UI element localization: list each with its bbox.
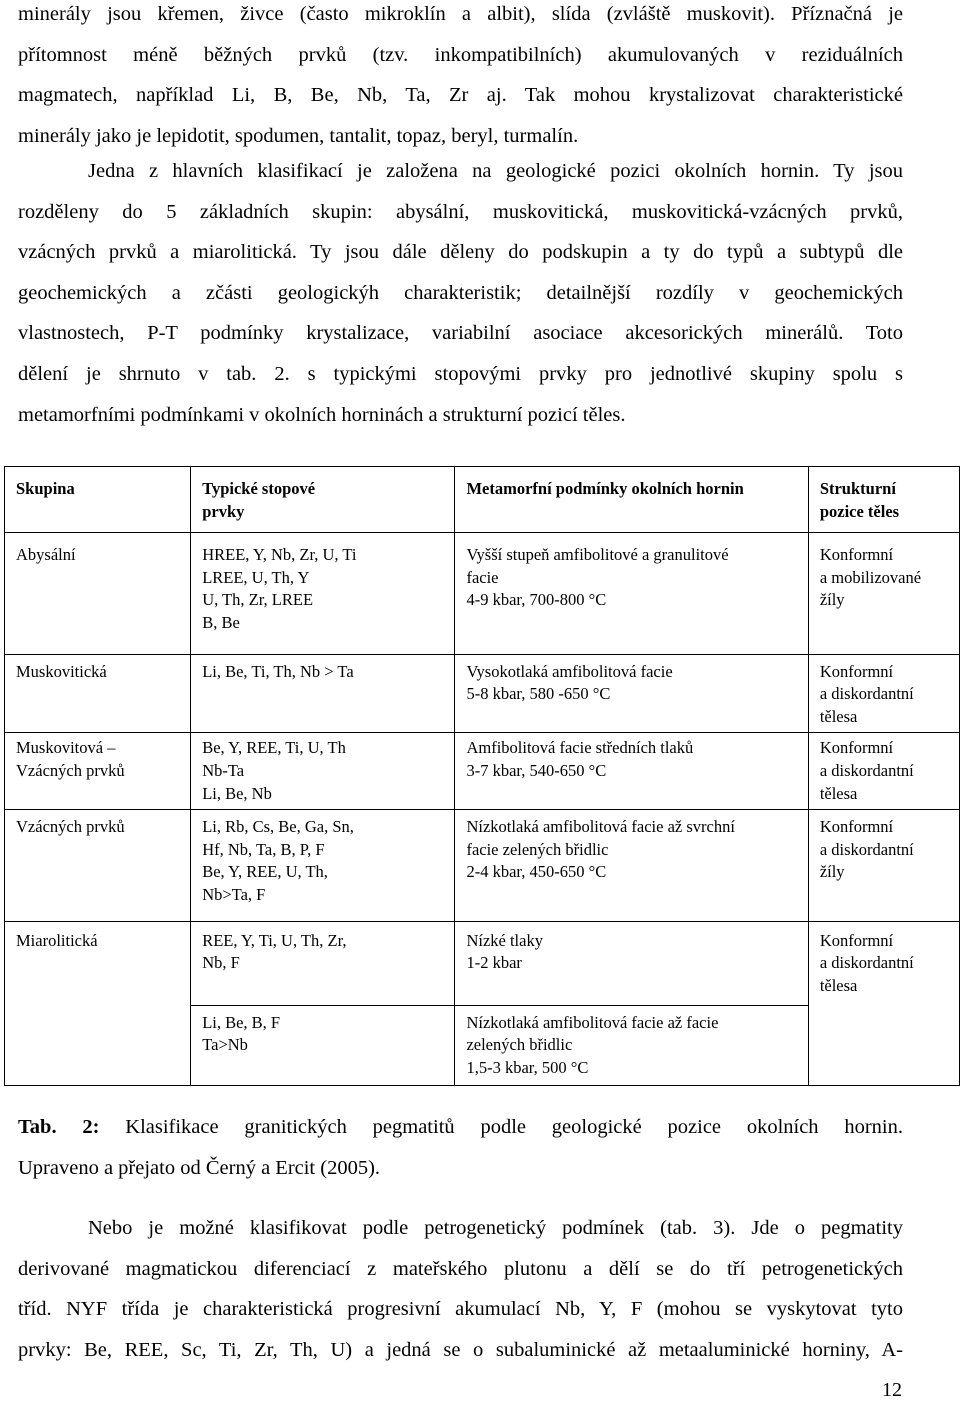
cell-text: žíly: [819, 862, 845, 882]
text-line: Jedna z hlavních klasifikací je založena na geologické pozici okolních hornin. Ty jsou: [88, 160, 903, 182]
text-line: derivované magmatickou diferenciací z mateřského plutonu a dělí se do tří petrogenetických: [18, 1257, 903, 1280]
cell-text: facie zelených břidlic: [466, 839, 609, 859]
cell-text: HREE, Y, Nb, Zr, U, Ti: [202, 545, 357, 565]
cell-text: Li, Rb, Cs, Be, Ga, Sn,: [202, 817, 354, 837]
cell-text: zelených břidlic: [466, 1035, 573, 1055]
cell-text: Nízkotlaká amfibolitová facie až facie: [466, 1012, 719, 1032]
cell-position: [808, 654, 959, 733]
text-line: geochemických a zčásti geologickýh charakteristik; detailnější rozdíly v geochemických: [18, 281, 903, 304]
cell-elements: [191, 533, 455, 654]
cell-text: 2-4 kbar, 450-650 °C: [466, 862, 607, 882]
cell-position: [808, 921, 959, 1086]
cell-conditions: [455, 810, 808, 921]
cell-text: tělesa: [819, 975, 858, 995]
text-line: vzácných prvků a miarolitická. Ty jsou dále děleny do podskupin a ty do typů a subtypů dle: [18, 241, 903, 264]
cell-text: Vzácných prvků: [16, 760, 125, 780]
table-header-row: [5, 467, 960, 533]
text-line: rozděleny do 5 základních skupin: abysální, muskovitická, muskovitická-vzácných prvků,: [18, 200, 903, 223]
cell-text: 5-8 kbar, 580 -650 °C: [466, 684, 611, 704]
header-cell: [455, 467, 808, 533]
paragraph-1: [18, 0, 903, 156]
text-line: dělení je shrnuto v tab. 2. s typickými stopovými prvky pro jednotlivé skupiny spolu s: [18, 362, 903, 385]
header-cell: [5, 467, 191, 533]
text-line: minerály jsou křemen, živce (často mikroklín a albit), slída (zvláště muskovit). Příznačná je: [18, 3, 903, 25]
table-row: [5, 654, 960, 733]
cell-text: Ta>Nb: [202, 1035, 248, 1055]
cell-position: [808, 533, 959, 654]
text-line: metamorfními podmínkami v okolních horninách a strukturní pozicí těles.: [18, 403, 626, 426]
cell-group: [5, 733, 191, 810]
cell-text: Amfibolitová facie středních tlaků: [466, 738, 694, 758]
cell-text: žíly: [819, 590, 845, 610]
cell-text: tělesa: [819, 783, 858, 803]
cell-elements: [191, 654, 455, 733]
cell-text: facie: [466, 567, 499, 587]
text-line: Nebo je možné klasifikovat podle petrogenetický podmínek (tab. 3). Jde o pegmatity: [88, 1217, 903, 1239]
header-elements: Typické stopové: [202, 479, 316, 498]
cell-text: B, Be: [202, 612, 240, 632]
cell-text: a diskordantní: [819, 760, 914, 780]
cell-text: Hf, Nb, Ta, B, P, F: [202, 839, 325, 859]
text-line: minerály jako je lepidotit, spodumen, tantalit, topaz, beryl, turmalín.: [18, 124, 579, 147]
cell-conditions: [455, 654, 808, 733]
cell-conditions: [455, 533, 808, 654]
text-line: přítomnost méně běžných prvků (tzv. inkompatibilních) akumulovaných v reziduálních: [18, 43, 903, 66]
cell-text: Vyšší stupeň amfibolitové a granulitové: [466, 545, 729, 565]
text-line: magmatech, například Li, B, Be, Nb, Ta, Zr aj. Tak mohou krystalizovat charakteristické: [18, 84, 903, 107]
cell-text: Konformní: [819, 738, 894, 758]
cell-text: Nízké tlaky: [466, 930, 543, 950]
cell-text: U, Th, Zr, LREE: [202, 590, 314, 610]
cell-group: [5, 810, 191, 921]
cell-text: REE, Y, Ti, U, Th, Zr,: [202, 930, 347, 950]
cell-text: 1-2 kbar: [466, 953, 522, 973]
header-cell: [191, 467, 455, 533]
caption-line: Upraveno a přejato od Černý a Ercit (2005).: [18, 1156, 381, 1179]
cell-group: [5, 533, 191, 654]
caption-text: Klasifikace granitických pegmatitů podle geologické pozice okolních hornin.: [125, 1116, 903, 1138]
cell-text: Konformní: [819, 661, 894, 681]
cell-text: Miarolitická: [16, 930, 98, 950]
header-conditions: Metamorfní podmínky okolních hornin: [466, 479, 744, 498]
cell-text: Li, Be, Ti, Th, Nb > Ta: [202, 661, 354, 681]
cell-group: [5, 654, 191, 733]
cell-text: a diskordantní: [819, 839, 914, 859]
cell-elements: [191, 921, 455, 1005]
cell-position: [808, 810, 959, 921]
cell-text: Be, Y, REE, Ti, U, Th: [202, 738, 346, 758]
page-number: 12: [882, 1379, 902, 1401]
header-cell: [808, 467, 959, 533]
table-row: [5, 733, 960, 810]
cell-text: Muskovitická: [16, 661, 107, 681]
cell-text: Nb>Ta, F: [202, 884, 266, 904]
header-group: Skupina: [16, 479, 75, 498]
text-line: prvky: Be, REE, Sc, Ti, Zr, Th, U) a jedná se o subaluminické až metaaluminické horniny, A-: [18, 1338, 903, 1361]
cell-text: Li, Be, B, F: [202, 1012, 281, 1032]
cell-text: 3-7 kbar, 540-650 °C: [466, 760, 607, 780]
cell-position: [808, 733, 959, 810]
cell-text: Abysální: [16, 545, 76, 565]
pegmatite-classification-table: [4, 466, 960, 1086]
cell-text: Konformní: [819, 545, 894, 565]
table-row: [5, 533, 960, 654]
table-row: [5, 921, 960, 1005]
cell-elements: [191, 1005, 455, 1086]
cell-elements: [191, 810, 455, 921]
header-position: pozice těles: [819, 501, 900, 521]
text-line: tříd. NYF třída je charakteristická progresivní akumulací Nb, Y, F (mohou se vyskytovat tyto: [18, 1298, 903, 1321]
cell-text: 1,5-3 kbar, 500 °C: [466, 1057, 589, 1077]
cell-conditions: [455, 921, 808, 1005]
cell-text: a diskordantní: [819, 684, 914, 704]
cell-text: a diskordantní: [819, 953, 914, 973]
paragraph-2: [18, 1208, 903, 1370]
cell-text: Nb, F: [202, 953, 240, 973]
cell-text: Konformní: [819, 817, 894, 837]
text-line: vlastnostech, P-T podmínky krystalizace, variabilní asociace akcesorických minerálů. Toto: [18, 322, 903, 345]
cell-text: Konformní: [819, 930, 894, 950]
cell-elements: [191, 733, 455, 810]
cell-text: Vysokotlaká amfibolitová facie: [466, 661, 673, 681]
cell-text: Be, Y, REE, U, Th,: [202, 862, 328, 882]
table-row: [5, 810, 960, 921]
cell-conditions: [455, 1005, 808, 1086]
cell-text: Muskovitová –: [16, 738, 116, 758]
cell-text: Nb-Ta: [202, 760, 245, 780]
cell-text: Vzácných prvků: [16, 817, 125, 837]
cell-conditions: [455, 733, 808, 810]
cell-text: LREE, U, Th, Y: [202, 567, 310, 587]
header-elements: prvky: [202, 501, 245, 521]
table-caption: [18, 1107, 903, 1188]
caption-line: [18, 1107, 903, 1148]
cell-text: a mobilizované: [819, 567, 922, 587]
cell-text: Nízkotlaká amfibolitová facie až svrchní: [466, 817, 735, 837]
header-position: Strukturní: [819, 479, 896, 498]
cell-text: Li, Be, Nb: [202, 783, 272, 803]
cell-text: 4-9 kbar, 700-800 °C: [466, 590, 607, 610]
paragraph-classification: [18, 151, 903, 435]
cell-text: tělesa: [819, 706, 858, 726]
cell-group: [5, 921, 191, 1086]
caption-label: Tab. 2:: [18, 1116, 100, 1138]
